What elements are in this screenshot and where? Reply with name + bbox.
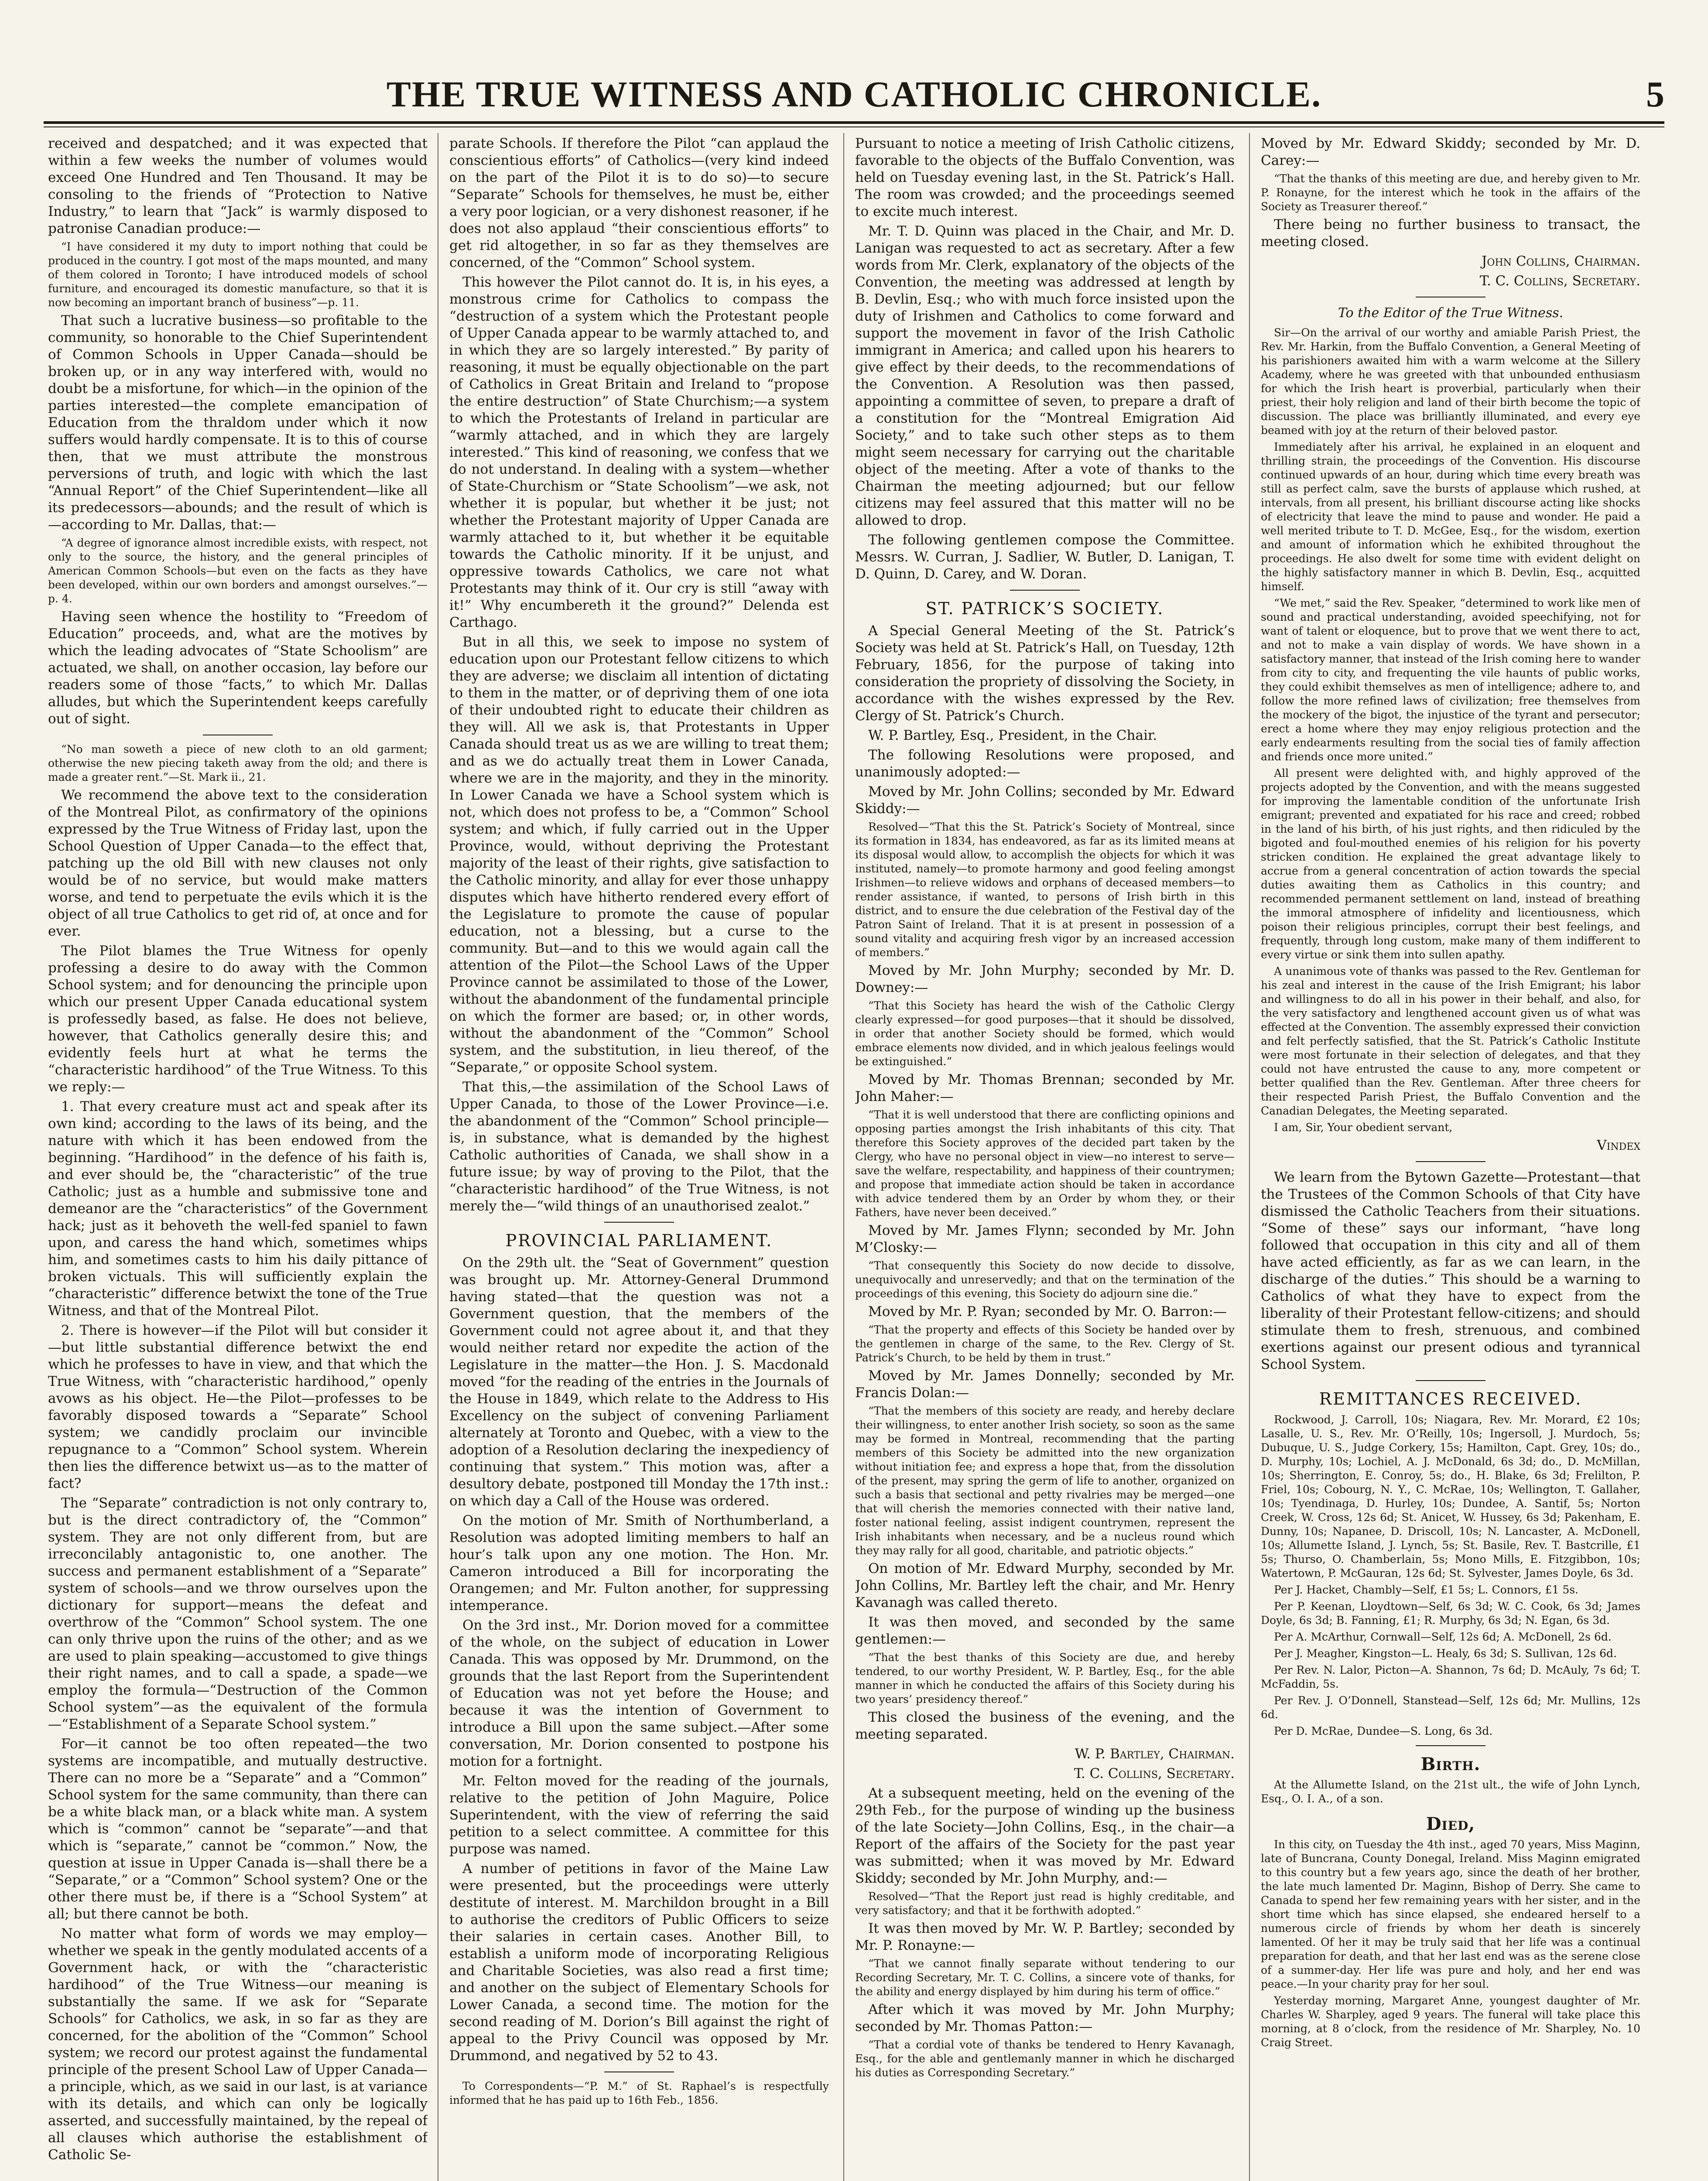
separator bbox=[1416, 1161, 1486, 1162]
paragraph: Moved by Mr. John Collins; seconded by Mr. Edward Skiddy:— bbox=[855, 784, 1235, 817]
remittance-item: Per D. McRae, Dundee—S. Long, 6s 3d. bbox=[1274, 1725, 1493, 1737]
paragraph: A number of petitions in favor of the Maine Law were presented, but the proceedings were utterly destitute of interest. M. Marchildon brought in a Bill to authorise the creditors of Public Officers to seize their salaries in certain cases. Another Bill, to establish a uniform mode of incorporating Religious and Charitable Societies, was also read a first time; and another on the subject of Elementary Schools for Lower Canada, a second time. The motion for the second reading of M. Dorion’s Bill against the right of appeal to the Privy Council was opposed by Mr. Drummond, and negatived by 52 to 43. bbox=[449, 1861, 829, 2064]
resolution: “That the members of this society are ready, and hereby declare their willingness, to enter another Irish society, so soon as the same may be formed in Montreal, recommending that the parting members of this Society be admitted into the new organization without initiation fee; and express a hope that, from the dissolution of the present, may spring the germ of life to another, organized on such a basis that sectional and petty rivalries may be merged—one that will cherish the memories connected with their native land, foster national feeling, assist indigent countrymen, represent the Irish inhabitants when necessary, and be a nucleus round which they may rally for all good, charitable, and patriotic objects.” bbox=[855, 1405, 1235, 1557]
paragraph: The following Resolutions were proposed, and unanimously adopted:— bbox=[855, 747, 1235, 780]
masthead bbox=[44, 65, 1664, 118]
scripture-quote: “No man soweth a piece of new cloth to an old garment; otherwise the new piecing taketh away from the old; and there is made a greater rent.”—St. Mark ii., 21. bbox=[48, 743, 428, 783]
paragraph: parate Schools. If therefore the Pilot “can applaud the conscientious efforts” of Catholics—(very kind indeed on the part of the Pilot it is to do so)—to secure “Separate” Schools for themselves, he must be, either a very poor logician, or a very dishonest reasoner, if he does not also applaud “their conscientious efforts” to get rid altogether, in so far as they themselves are concerned, of the “Common” School system. bbox=[449, 136, 829, 270]
page-number: 5 bbox=[1646, 74, 1664, 115]
section-heading: Birth. bbox=[1420, 1754, 1481, 1774]
paragraph: But in all this, we seek to impose no system of education upon our Protestant fellow citizens to which they are adverse; we disclaim all intention of dictating to them in the matter, or of depriving them of one iota of their undoubted right to educate their children as they will. All we ask is, that Protestants in Upper Canada should treat us as we are willing to treat them; and as we do actually treat them in Lower Canada, where we are in the majority, and they in the minority. In Lower Canada we have a School system which is not, which does not profess to be, a “Common” School system; and which, if fully carried out in the Upper Province, would, without depriving the Protestant majority of the least of their rights, give satisfaction to the Catholic minority, and allay for ever those unhappy disputes which have hitherto rendered every effort of the Legislature to promote the cause of popular education, not a blessing, but a curse to the community. But—and to this we would again call the attention of the Pilot—the School Laws of the Upper Province cannot be assimilated to those of the Lower, without the abandonment of the fundamental principle on which the former are based; or, in other words, without the abandonment of the “Common” School system, and the substitution, in lieu thereof, of the “Separate,” or opposite School system. bbox=[449, 634, 829, 1075]
paragraph: The following gentlemen compose the Committee. Messrs. W. Curran, J. Sadlier, W. Butler, D. Lanigan, T. D. Quinn, D. Carey, and W. Doran. bbox=[855, 532, 1235, 582]
letter-paragraph: All present were delighted with, and highly approved of the projects adopted by the Convention, and with the means suggested for improving the lamentable condition of the unfortunate Irish emigrant; prevented and expatiated for his race and creed; robbed in the land of his birth, of his just rights, and then ridiculed by the bigoted and foul-mouthed enemies of his religion for his poverty stricken condition. He explained the great advantage likely to accrue from a general concentration of action towards the special duties awaiting them as Catholics in this country; and recommended permanent settlement on land, instead of breathing the immoral atmosphere of infidelity and licentiousness, which poison their religious principles, corrupt their best feelings, and frequently, through long custom, make many of them indifferent to every virtue or sink them into sullen apathy. bbox=[1261, 767, 1640, 961]
column-4 bbox=[1261, 135, 1640, 2181]
paragraph: 1. That every creature must act and speak after its own kind; according to the laws of its being, and the nature with which it has been endowed from the beginning. “Hardihood” in the defence of his faith is, and ever should be, the “characteristic” of the true Catholic; just as a humble and submissive tone and demeanor are the “characteristics” of the Government hack; just as it behoveth the well-fed spaniel to fawn upon, and caress the hand which, sometimes whips him, and sometimes casts to him his daily pittance of broken victuals. This will sufficiently explain the “characteristic” difference betwixt the tone of the True Witness, and that of the Montreal Pilot. bbox=[48, 1099, 428, 1319]
signature-secretary: T. C. Collins, Secretary. bbox=[1074, 1766, 1235, 1781]
paragraph: For—it cannot be too often repeated—the two systems are incompatible, and mutually destructive. There can no more be a “Separate” and a “Common” School system for the same community, than there can be a white black man, or a black white man. A system which is “common” cannot be “separate”—and that which is “separate,” cannot be “common.” Now, the question at issue in Upper Canada is—shall there be a “Separate,” or a “Common” School system? One or the other there must be, if there is a “School System” at all; but there cannot be both. bbox=[48, 1736, 428, 1922]
paragraph: The “Separate” contradiction is not only contrary to, but is the direct contradictory of, the “Common” system. They are not only different from, but are irreconcilably antagonistic to, one another. The success and permanent establishment of a “Separate” system of schools—and we throw ourselves upon the dictionary for support—means the defeat and overthrow of the “Common” School system. The one can only thrive upon the ruins of the other; and as we are used to plain speaking—accustomed to give things their right names, and to call a spade, a spade—we employ the formula—“Destruction of the Common School system”—as the equivalent of the formula—“Establishment of a Separate School system.” bbox=[48, 1495, 428, 1732]
remittance-item: Per Rev. N. Lalor, Picton—A. Shannon, 7s 6d; D. McAuly, 7s 6d; T. McFaddin, 5s. bbox=[1261, 1664, 1640, 1690]
resolution: “That we cannot finally separate without tendering to our Recording Secretary, Mr. T. C. Collins, a sincere vote of thanks, for the ability and energy displayed by him during his term of office.” bbox=[855, 1957, 1235, 1998]
resolution: “That the thanks of this meeting are due, and hereby given to Mr. P. Ronayne, for the interest which he took in the affairs of the Society as Treasurer thereof.” bbox=[1261, 172, 1640, 213]
paragraph: Moved by Mr. James Donnelly; seconded by Mr. Francis Dolan:— bbox=[855, 1368, 1235, 1401]
paragraph: That this,—the assimilation of the School Laws of Upper Canada, to those of the Lower Province—i.e. the abandonment of the “Common” School principle—is, in substance, what is demanded by the highest Catholic authorities of Canada, we shall show in a future issue; by way of proving to the Pilot, that the “characteristic hardihood” of the True Witness, is not merely the—“wild things of an unauthorised zealot.” bbox=[449, 1079, 829, 1214]
masthead-rule bbox=[44, 121, 1664, 124]
paragraph: That such a lucrative business—so profitable to the community, so honorable to the Chief Superintendent of Common Schools in Upper Canada—should be broken up, or in any way interfered with, would no doubt be a misfortune, for which—in the opinion of the parties interested—the complete emancipation of Education from the thraldom under which it now suffers would hardly compensate. It is to this of course then, that we must attribute the monstrous perversions of truth, and logic with which the last “Annual Report” of the Chief Superintendent—like all its predecessors—abounds; and the result of which is—according to Mr. Dallas, that:— bbox=[48, 313, 428, 533]
paragraph: At a subsequent meeting, held on the evening of the 29th Feb., for the purpose of winding up the business of the late Society—John Collins, Esq., in the chair—a Report of the affairs of the Society for the past year was submitted; when it was moved by Mr. Edward Skiddy; seconded by Mr. John Murphy, and:— bbox=[855, 1785, 1235, 1886]
paragraph: Moved by Mr. Edward Skiddy; seconded by Mr. D. Carey:— bbox=[1261, 136, 1640, 168]
column-divider bbox=[843, 133, 844, 2181]
remittance-list: Rockwood, J. Carroll, 10s; Niagara, Rev. Mr. Morard, £2 10s; Lasalle, U. S., Rev. Mr. O’Reilly, 10s; Ingersoll, J. Murdoch, 5s; Dubuque, U. S., Judge Corkery, 15s; Hamilton, Capt. Grey, 10s; do., D. Murphy, 10s; Lochiel, A. J. McDonald, 6s 3d; do., D. McMillan, 10s; Sherrington, E. Conroy, 5s; do., H. Blake, 6s 3d; Frelilton, P. Friel, 10s; Cobourg, N. Y., C. McRae, 10s; Wellington, T. Gallaher, 10s; Tyendinaga, D. Hurley, 10s; Dundee, A. Santif, 5s; Norton Creek, W. Cross, 12s 6d; St. Anicet, W. Hussey, 6s 3d; Pakenham, E. Dunny, 10s; Napanee, D. Driscoll, 10s; N. Lancaster, A. McDonell, 10s; Allumette Island, J. Lynch, 5s; St. Basile, Rev. T. Bastcrille, £1 5s; Thurso, O. Chamberlain, 5s; Mono Mills, E. Fitzgibbon, 10s; Watertown, P. McGauran, 12s 6d; St. Sylvester, James Doyle, 6s 3d. bbox=[1261, 1413, 1640, 1579]
resolution: “That it is well understood that there are conflicting opinions and opposing parties amongst the Irish inhabitants of this city. That therefore this Society approves of the decided part taken by the Clergy, who have no personal object in view—no interest to serve—save the welfare, respectability, and happiness of their countrymen; and propose that immediate action should be taken in accordance with advice tendered them by an Order by whom they, or their Fathers, have never been deceived.” bbox=[855, 1108, 1235, 1219]
remittance-item: Per P. Keenan, Lloydtown—Self, 6s 3d; W. C. Cook, 6s 3d; James Doyle, 6s 3d; B. Fanning, £1; R. Murphy, 6s 3d; N. Egan, 6s 3d. bbox=[1261, 1600, 1640, 1627]
death-notice: Yesterday morning, Margaret Anne, youngest daughter of Mr. Charles W. Sharpley, aged 9 years. The funeral will take place this morning, at 8 o’clock, from the residence of Mr. Sharpley, No. 10 Craig Street. bbox=[1261, 1994, 1640, 2049]
signature-secretary: T. C. Collins, Secretary. bbox=[1479, 273, 1640, 289]
separator bbox=[1416, 1380, 1486, 1381]
paragraph: On the 3rd inst., Mr. Dorion moved for a committee of the whole, on the subject of education in Lower Canada. This was opposed by Mr. Drummond, on the grounds that the last Report from the Superintendent of Education was not yet before the House; and because it was the intention of Government to introduce a Bill upon the same subject.—After some conversation, Mr. Dorion consented to postpone his motion for a fortnight. bbox=[449, 1617, 829, 1769]
resolution: “That the property and effects of this Society be handed over by the gentlemen in charge of the same, to the Rev. Clergy of St. Patrick’s Church, to be held by them in trust.” bbox=[855, 1323, 1235, 1364]
resolution: “That the best thanks of this Society are due, and hereby tendered, to our worthy President, W. P. Bartley, Esq., for the able manner in which he conducted the affairs of this Society during his two years’ presidency thereof.” bbox=[855, 1651, 1235, 1706]
paragraph: No matter what form of words we may employ—whether we speak in the gently modulated accents of a Government hack, or with the “characteristic hardihood” of the True Witness—our meaning is substantially the same. If we ask for “Separate Schools” for Catholics, we ask, in so far as they are concerned, for the abolition of the “Common” School system; we record our protest against the fundamental principle of the present School Law of Upper Canada—a principle, which, as we said in our last, is at variance with its details, and which can only be logically asserted, and successfully maintained, by the repeal of all clauses which authorise the establishment of Catholic Se- bbox=[48, 1926, 428, 2163]
remittance-item: Per A. McArthur, Cornwall—Self, 12s 6d; A. McDonell, 2s 6d. bbox=[1274, 1631, 1612, 1643]
paragraph: A Special General Meeting of the St. Patrick’s Society was held at St. Patrick’s Hall, on Tuesday, 12th February, 1856, for the purpose of taking into consideration the propriety of dissolving the Society, in accordance with the wishes expressed by the Rev. Clergy of St. Patrick’s Church. bbox=[855, 623, 1235, 724]
paragraph: On the motion of Mr. Smith of Northumberland, a Resolution was adopted limiting members to half an hour’s talk upon any one motion. The Hon. Mr. Cameron introduced a Bill for incorporating the Orangemen; and Mr. Fulton another, for suppressing intemperance. bbox=[449, 1513, 829, 1614]
separator bbox=[604, 1222, 674, 1223]
paragraph: After which it was moved by Mr. John Murphy; seconded by Mr. Thomas Patton:— bbox=[855, 2002, 1235, 2034]
section-heading: REMITTANCES RECEIVED. bbox=[1319, 1389, 1582, 1408]
signature-chairman: W. P. Bartley, Chairman. bbox=[1075, 1746, 1235, 1762]
column-3 bbox=[855, 135, 1235, 2181]
correspondents-note: To Correspondents—“P. M.” of St. Raphael’s is respectfully informed that he has paid up to 16th Feb., 1856. bbox=[449, 2080, 829, 2106]
paragraph: W. P. Bartley, Esq., President, in the Chair. bbox=[868, 728, 1157, 743]
resolution: “That consequently this Society do now decide to dissolve, unequivocally and unreservedly; and that on the termination of the proceedings of this evening, this Society do adjourn sine die.” bbox=[855, 1259, 1235, 1300]
resolution: “That a cordial vote of thanks be tendered to Henry Kavanagh, Esq., for the able and gentlemanly manner in which he discharged his duties as Corresponding Secretary.” bbox=[855, 2038, 1235, 2079]
column-2 bbox=[449, 135, 829, 2181]
letter-paragraph: “We met,” said the Rev. Speaker, “determined to work like men of sound and practical understanding, avoided speechifying, not for want of talent or eloquence, but to prove that we went there to act, and not to make a vain display of words. We have shown in a satisfactory manner, that instead of the Irish coming here to wander from city to city, and frequenting the vile haunts of public works, they could exhibit themselves as men of intelligence; adhere to, and follow the more refined laws of civilization; free themselves from the mockery of the bigot, the injustice of the tyrant and persecutor; erect a home where they may enjoy religious protection and the early endearments resulting from the social ties of family affection and friends once more united.” bbox=[1261, 597, 1640, 763]
resolution: Resolved—“That the Report just read is highly creditable, and very satisfactory; and that it be forthwith adopted.” bbox=[855, 1890, 1235, 1917]
quotation: “A degree of ignorance almost incredible exists, with respect, not only to the source, the history, and the general principles of American Common Schools—but even on the facts as they have been developed, within our own borders and amongst ourselves.”—p. 4. bbox=[48, 537, 428, 605]
remittance-item: Per J. Hacket, Chambly—Self, £1 5s; L. Connors, £1 5s. bbox=[1274, 1583, 1578, 1596]
paragraph: Moved by Mr. P. Ryan; seconded by Mr. O. Barron:— bbox=[868, 1304, 1227, 1320]
letter-signature: Vindex bbox=[1597, 1138, 1640, 1153]
paragraph: Mr. Felton moved for the reading of the journals, relative to the petition of John Maguire, Police Superintendent, with the view of referring the said petition to a select committee. A committee for this purpose was named. bbox=[449, 1773, 829, 1857]
letter-paragraph: A unanimous vote of thanks was passed to the Rev. Gentleman for his zeal and interest in the cause of the Irish Emigrant; his labor and willingness to do all in his power in their behalf, and also, for the very satisfactory and lengthened account given us of what was effected at the Convention. The assembly expressed their conviction and felt perfectly satisfied, that the St. Patrick’s Catholic Institute were most fortunate in their selection of delegates, and that they could not have entrusted the cause to any, more competent or better qualified than the Rev. Gentleman. After three cheers for their respected Parish Priest, the Buffalo Convention and the Canadian Delegates, the Meeting separated. bbox=[1261, 965, 1640, 1117]
paragraph: Moved by Mr. James Flynn; seconded by Mr. John M’Closky:— bbox=[855, 1223, 1235, 1255]
section-heading: ST. PATRICK’S SOCIETY. bbox=[925, 599, 1164, 618]
separator bbox=[1416, 1745, 1486, 1746]
paragraph: This closed the business of the evening, and the meeting separated. bbox=[855, 1709, 1235, 1742]
remittance-item: Per Rev. J. O’Donnell, Stanstead—Self, 12s 6d; Mr. Mullins, 12s 6d. bbox=[1261, 1694, 1640, 1721]
paragraph: It was then moved by Mr. W. P. Bartley; seconded by Mr. P. Ronayne:— bbox=[855, 1921, 1235, 1953]
column-1 bbox=[48, 135, 428, 2181]
paragraph: It was then moved, and seconded by the same gentlemen:— bbox=[855, 1614, 1235, 1647]
paragraph: On motion of Mr. Edward Murphy, seconded by Mr. John Collins, Mr. Bartley left the chair, and Mr. Henry Kavanagh was called thereto. bbox=[855, 1561, 1235, 1610]
paragraph: We learn from the Bytown Gazette—Protestant—that the Trustees of the Common Schools of that City have dismissed the Catholic Teachers from their situations. “Some of these” says our informant, “have long followed that occupation in this city and all of them have acted efficiently, as far as we can learn, in the discharge of the duties.” This should be a warning to Catholics of what they have to expect from the liberality of their Protestant fellow-citizens; and should stimulate them to fresh, strenuous, and combined exertions against our present odious and tyrannical School System. bbox=[1261, 1169, 1640, 1372]
paragraph: We recommend the above text to the consideration of the Montreal Pilot, as confirmatory of the opinions expressed by the True Witness of Friday last, upon the School Question of Upper Canada—to the effect that, patching up the old Bill with new clauses not only would be of no service, but would make matters worse, and tend to perpetuate the evils which it is the object of all true Catholics to get rid of, at once and for ever. bbox=[48, 787, 428, 939]
separator bbox=[1010, 590, 1080, 591]
letter-paragraph: Immediately after his arrival, he explained in an eloquent and thrilling strain, the proceedings of the Convention. His discourse continued upwards of an hour, during which time every breath was still as perfect calm, save the bursts of applause which rushed, at intervals, from all present, his brilliant discourse acting like shocks of electricity that leave the mind to pause and wonder. He paid a well merited tribute to T. D. McGee, Esq., for the wisdom, exertion and amount of information which he exhibited throughout the proceedings. He also dwelt for some time with evident delight on the highly satisfactory manner in which B. Devlin, Esq., acquitted himself. bbox=[1261, 441, 1640, 593]
paragraph: There being no further business to transact, the meeting closed. bbox=[1261, 217, 1640, 250]
paragraph: Pursuant to notice a meeting of Irish Catholic citizens, favorable to the objects of the Buffalo Convention, was held on Tuesday evening last, in the St. Patrick’s Hall. The room was crowded; and the proceedings seemed to excite much interest. bbox=[855, 136, 1235, 219]
letter-close: I am, Sir, Your obedient servant, bbox=[1274, 1121, 1453, 1134]
paragraph: This however the Pilot cannot do. It is, in his eyes, a monstrous crime for Catholics to compass the “destruction of a system which the Protestant people of Upper Canada appear to be warmly attached to, and in which they are so largely interested.” By parity of reasoning, it must be equally objectionable on the part of Catholics in Great Britain and Ireland to “propose the entire destruction” of State Churchism;—a system to which the Protestants of Ireland in particular are “warmly attached, and in which they are largely interested.” This kind of reasoning, we confess that we do not understand. In dealing with a system—whether of State-Churchism or “State Schoolism”—we ask, not whether it is popular, but whether it be just; not whether the Protestant majority of Upper Canada are warmly attached to it, but whether it be equitable towards the Catholic minority. If it be unjust, and oppressive towards Catholics, we care not what Protestants may think of it. Our cry is still “away with it!” Why encumbereth it the ground?” Delenda est Carthago. bbox=[449, 274, 829, 630]
signature-chairman: John Collins, Chairman. bbox=[1481, 253, 1640, 269]
column-divider bbox=[1249, 133, 1250, 2181]
paragraph: 2. There is however—if the Pilot will but consider it—but little substantial difference betwixt the end which he professes to have in view, and that which the True Witness, with “characteristic hardihood,” openly avows as his object. He—the Pilot—professes to be favorably disposed towards a “Separate” School system; we candidly proclaim our invincible repugnance to a “Common” School system. Wherein then lies the difference betwixt us—as to the matter of fact? bbox=[48, 1323, 428, 1491]
birth-notice: At the Allumette Island, on the 21st ult., the wife of John Lynch, Esq., O. I. A., of a son. bbox=[1261, 1778, 1640, 1805]
remittance-item: Per J. Meagher, Kingston—L. Healy, 6s 3d; S. Sullivan, 12s 6d. bbox=[1274, 1647, 1617, 1660]
section-heading: PROVINCIAL PARLIAMENT. bbox=[505, 1231, 773, 1250]
resolution: “That this Society has heard the wish of the Catholic Clergy clearly expressed—for good purposes—that it should be dissolved, in order that another Society should be formed, which would embrace elements now divided, and in which jealous feelings would be extinguished.” bbox=[855, 999, 1235, 1068]
paragraph: Moved by Mr. Thomas Brennan; seconded by Mr. John Maher:— bbox=[855, 1072, 1235, 1104]
paragraph: The Pilot blames the True Witness for openly professing a desire to do away with the Common School system; and for denouncing the principle upon which our present Upper Canada educational system is professedly based, as false. He does not believe, however, that Catholics generally desire this; and evidently feels hurt at what he terms the “characteristic hardihood” of the True Witness. To this we reply:— bbox=[48, 943, 428, 1095]
death-notice: In this city, on Tuesday the 4th inst., aged 70 years, Miss Maginn, late of Buncrana, County Donegal, Ireland. Miss Maginn emigrated to this country but a few years ago, since the death of her brother, the late much lamented Dr. Maginn, Bishop of Derry. She came to Canada to spend her few remaining years with her sister, and in the short time which has since elapsed, she endeared herself to a numerous circle of friends by whom her death is sincerely lamented. Of her it may be truly said that her life was a continual preparation for death, and that her last end was as the serene close of a summer-day. Her life was pure and holy, and her end was peace.—In your charity pray for her soul. bbox=[1261, 1838, 1640, 1990]
letter-paragraph: Sir—On the arrival of our worthy and amiable Parish Priest, the Rev. Mr. Harkin, from the Buffalo Convention, a General Meeting of his parishioners awaited him with a warm welcome at the Sillery Academy, where he was greeted with that unbounded enthusiasm for which the Irish heart is proverbial, particularly when their priest, their holy religion and land of their birth become the topic of discussion. The place was brilliantly illuminated, and every eye beamed with joy at the return of their beloved pastor. bbox=[1261, 326, 1640, 437]
letter-heading: To the Editor of the True Witness. bbox=[1338, 305, 1564, 321]
resolution: Resolved—“That this the St. Patrick’s Society of Montreal, since its formation in 1834, has endeavored, as far as its limited means at its disposal would allow, to accomplish the objects for which it was instituted, namely—to promote harmony and good feeling amongst Irishmen—to relieve widows and orphans of deceased members—to render assistance, if wanted, to persons of Irish birth in this district, and to ensure the due celebration of the Festival day of the Patron Saint of Ireland. That it is at present in possession of a sound vitality and acquiring fresh vigor by an increased accession of members.” bbox=[855, 820, 1235, 959]
newspaper-title: THE TRUE WITNESS AND CATHOLIC CHRONICLE. bbox=[386, 74, 1322, 115]
paragraph: received and despatched; and it was expected that within a few weeks the number of volumes would exceed One Hundred and Ten Thousand. It may be consoling to the friends of “Protection to Native Industry,” to learn that “Jack” is warmly disposed to patronise Canadian produce:— bbox=[48, 136, 428, 236]
quotation: “I have considered it my duty to import nothing that could be produced in the country. I got most of the maps mounted, and many of them colored in Toronto; I have introduced models of school furniture, and encouraged its domestic manufacture, so that it is now becoming an important branch of business”—p. 11. bbox=[48, 240, 428, 309]
paragraph: Mr. T. D. Quinn was placed in the Chair, and Mr. D. Lanigan was requested to act as secretary. After a few words from Mr. Clerk, explanatory of the objects of the Convention, the meeting was addressed at length by B. Devlin, Esq.; who with much force insisted upon the duty of Irishmen and Catholics to come forward and support the movement in favor of the Irish Catholic immigrant in America; and called upon his hearers to give effect by their deeds, to the recommendations of the Convention. A Resolution was then passed, appointing a committee of seven, to prepare a draft of a constitution for the “Montreal Emigration Aid Society,” and to take such other steps as to them might seem necessary for carrying out the charitable object of the meeting. After a vote of thanks to the Chairman the meeting adjourned; but our fellow citizens may feel assured that this matter will no be allowed to drop. bbox=[855, 223, 1235, 528]
paragraph: Having seen whence the hostility to “Freedom of Education” proceeds, and, what are the motives by which the leading advocates of “State Schoolism” are actuated, we shall, on another occasion, lay before our readers some of those “facts,” to which Mr. Dallas alludes, but which the Superintendent keeps carefully out of sight. bbox=[48, 609, 428, 727]
section-heading: Died, bbox=[1426, 1814, 1475, 1834]
masthead-rule-thin bbox=[44, 126, 1664, 127]
paragraph: Moved by Mr. John Murphy; seconded by Mr. D. Downey:— bbox=[855, 963, 1235, 995]
paragraph: On the 29th ult. the “Seat of Government” question was brought up. Mr. Attorney-General Drummond having stated—that the question was not a Government question, that the members of the Government could not agree about it, and that they would neither retard nor expedite the action of the Legislature in the matter—the Hon. J. S. Macdonald moved “for the reading of the entries in the Journals of the House in 1849, which relate to the Address to His Excellency on the subject of convening Parliament alternately at Toronto and Quebec, with a view to the adoption of a Resolution declaring the inexpediency of continuing that system.” This motion was, after a desultory debate, postponed till Monday the 17th inst.: on which day a Call of the House was ordered. bbox=[449, 1255, 829, 1509]
